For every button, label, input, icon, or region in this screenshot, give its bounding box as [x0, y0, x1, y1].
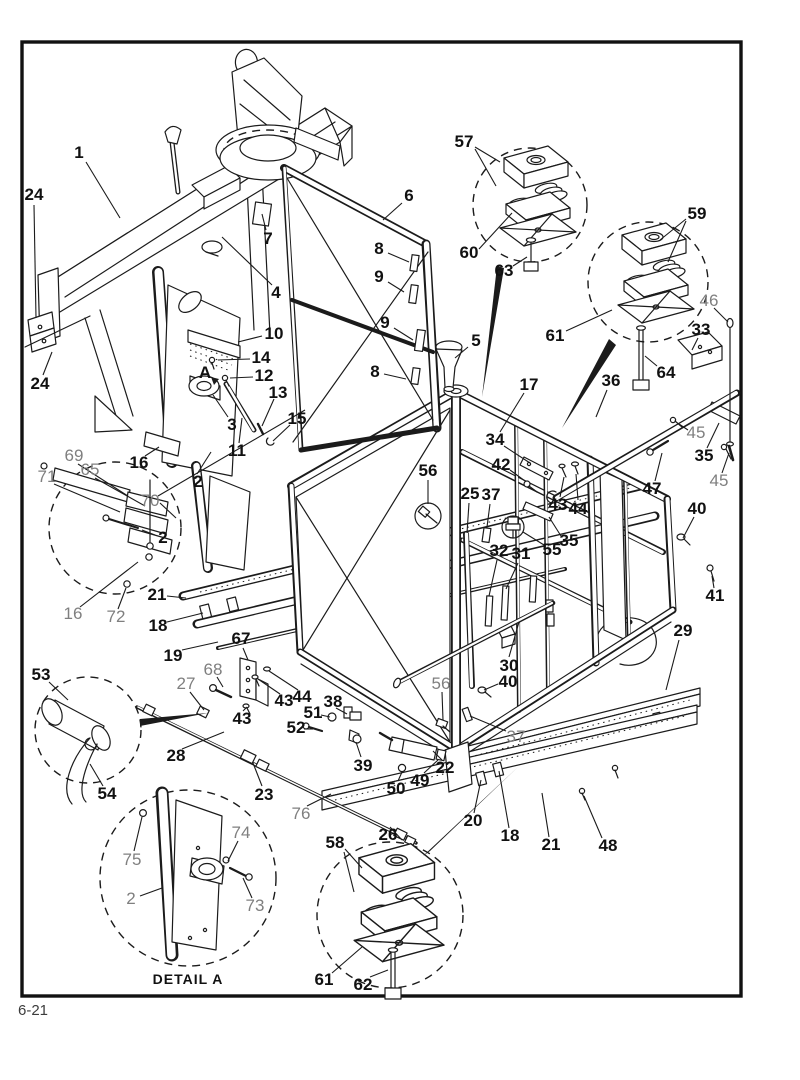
- callout-72: 72: [106, 607, 126, 626]
- callout-12: 12: [254, 366, 274, 385]
- callout-10: 10: [264, 324, 284, 343]
- callout-24: 24: [24, 185, 44, 204]
- detail-circle-59: [588, 222, 708, 390]
- callout-27: 27: [176, 674, 196, 693]
- callout-39: 39: [353, 756, 373, 775]
- callout-9: 9: [374, 267, 384, 286]
- callout-40: 40: [498, 672, 518, 691]
- callout-25: 25: [460, 484, 480, 503]
- callout-62: 62: [353, 975, 373, 994]
- callout-43: 43: [274, 691, 294, 710]
- callout-61: 61: [545, 326, 565, 345]
- callout-48: 48: [598, 836, 618, 855]
- callout-64: 64: [656, 363, 676, 382]
- callout-52: 52: [286, 718, 306, 737]
- callout-18: 18: [148, 616, 168, 635]
- callout-32: 32: [489, 541, 509, 560]
- callout-61: 61: [314, 970, 334, 989]
- callout-36: 36: [601, 371, 621, 390]
- callout-49: 49: [410, 771, 430, 790]
- callout-11: 11: [228, 441, 246, 460]
- callout-45: 45: [709, 471, 729, 490]
- callout-47: 47: [642, 479, 662, 498]
- callout-70: 70: [140, 491, 160, 510]
- callout-54: 54: [97, 784, 117, 803]
- detail-a-circle: [100, 790, 276, 966]
- callout-75: 75: [122, 850, 142, 869]
- callout-8: 8: [370, 362, 380, 381]
- detail-a-caption: DETAIL A: [152, 971, 224, 987]
- callout-20: 20: [463, 811, 483, 830]
- callout-43: 43: [548, 495, 568, 514]
- callout-2: 2: [193, 472, 203, 491]
- callout-5: 5: [471, 331, 481, 350]
- callout-24: 24: [30, 374, 50, 393]
- callout-40: 40: [687, 499, 707, 518]
- funnel-part: [436, 341, 462, 392]
- mast-column: [144, 241, 274, 476]
- callout-29: 29: [673, 621, 693, 640]
- page-number: 6-21: [18, 1002, 49, 1019]
- callout-35: 35: [559, 531, 579, 550]
- callout-16: 16: [63, 604, 83, 623]
- callout-28: 28: [166, 746, 186, 765]
- callout-16: 16: [129, 453, 149, 472]
- callout-1: 1: [74, 143, 84, 162]
- callout-42: 42: [491, 455, 511, 474]
- callout-34: 34: [485, 430, 505, 449]
- callout-22: 22: [435, 758, 455, 777]
- callout-35: 35: [694, 446, 714, 465]
- detail-circle-69: [41, 462, 250, 594]
- callout-17: 17: [519, 375, 539, 394]
- callout-55: 55: [542, 540, 562, 559]
- callout-18: 18: [500, 826, 520, 845]
- callout-45: 45: [686, 423, 706, 442]
- detail-circle-58: [314, 842, 463, 999]
- callout-41: 41: [705, 586, 725, 605]
- callout-9: 9: [380, 313, 390, 332]
- callout-6: 6: [404, 186, 414, 205]
- detail-circle-57: [473, 146, 587, 271]
- callout-60: 60: [459, 243, 479, 262]
- callout-3: 3: [227, 415, 237, 434]
- callout-7: 7: [263, 229, 273, 248]
- callout-69: 69: [64, 446, 84, 465]
- callout-44: 44: [568, 499, 588, 518]
- callout-A: A: [198, 363, 212, 382]
- callout-50: 50: [386, 779, 406, 798]
- callout-57: 57: [454, 132, 474, 151]
- callout-46: 46: [699, 291, 719, 310]
- callout-13: 13: [268, 383, 288, 402]
- callout-38: 38: [323, 692, 343, 711]
- callout-65: 65: [80, 460, 100, 479]
- callout-63: 63: [494, 261, 514, 280]
- callout-23: 23: [254, 785, 274, 804]
- callout-43: 43: [232, 709, 252, 728]
- callout-67: 67: [231, 629, 251, 648]
- callout-26: 26: [378, 825, 398, 844]
- callout-68: 68: [203, 660, 223, 679]
- callout-51: 51: [303, 703, 323, 722]
- callout-2: 2: [126, 889, 136, 908]
- callout-21: 21: [541, 835, 561, 854]
- callout-30: 30: [499, 656, 519, 675]
- callout-4: 4: [271, 283, 281, 302]
- callout-53: 53: [31, 665, 51, 684]
- callout-21: 21: [147, 585, 167, 604]
- callout-31: 31: [511, 544, 531, 563]
- callout-56: 56: [418, 461, 438, 480]
- detail-circle-53: [35, 677, 141, 804]
- callout-56: 56: [431, 674, 451, 693]
- callout-71: 71: [37, 467, 57, 486]
- gate-panel: [284, 168, 437, 450]
- callout-14: 14: [251, 348, 271, 367]
- callout-76: 76: [291, 804, 311, 823]
- callout-15: 15: [287, 409, 307, 428]
- callout-8: 8: [374, 239, 384, 258]
- callout-59: 59: [687, 204, 707, 223]
- callout-44: 44: [292, 687, 312, 706]
- callout-58: 58: [325, 833, 345, 852]
- callout-37: 37: [506, 727, 526, 746]
- callout-33: 33: [691, 320, 711, 339]
- callout-73: 73: [245, 896, 265, 915]
- callout-74: 74: [231, 823, 251, 842]
- callout-37: 37: [481, 485, 501, 504]
- callout-2: 2: [158, 528, 168, 547]
- callout-19: 19: [163, 646, 183, 665]
